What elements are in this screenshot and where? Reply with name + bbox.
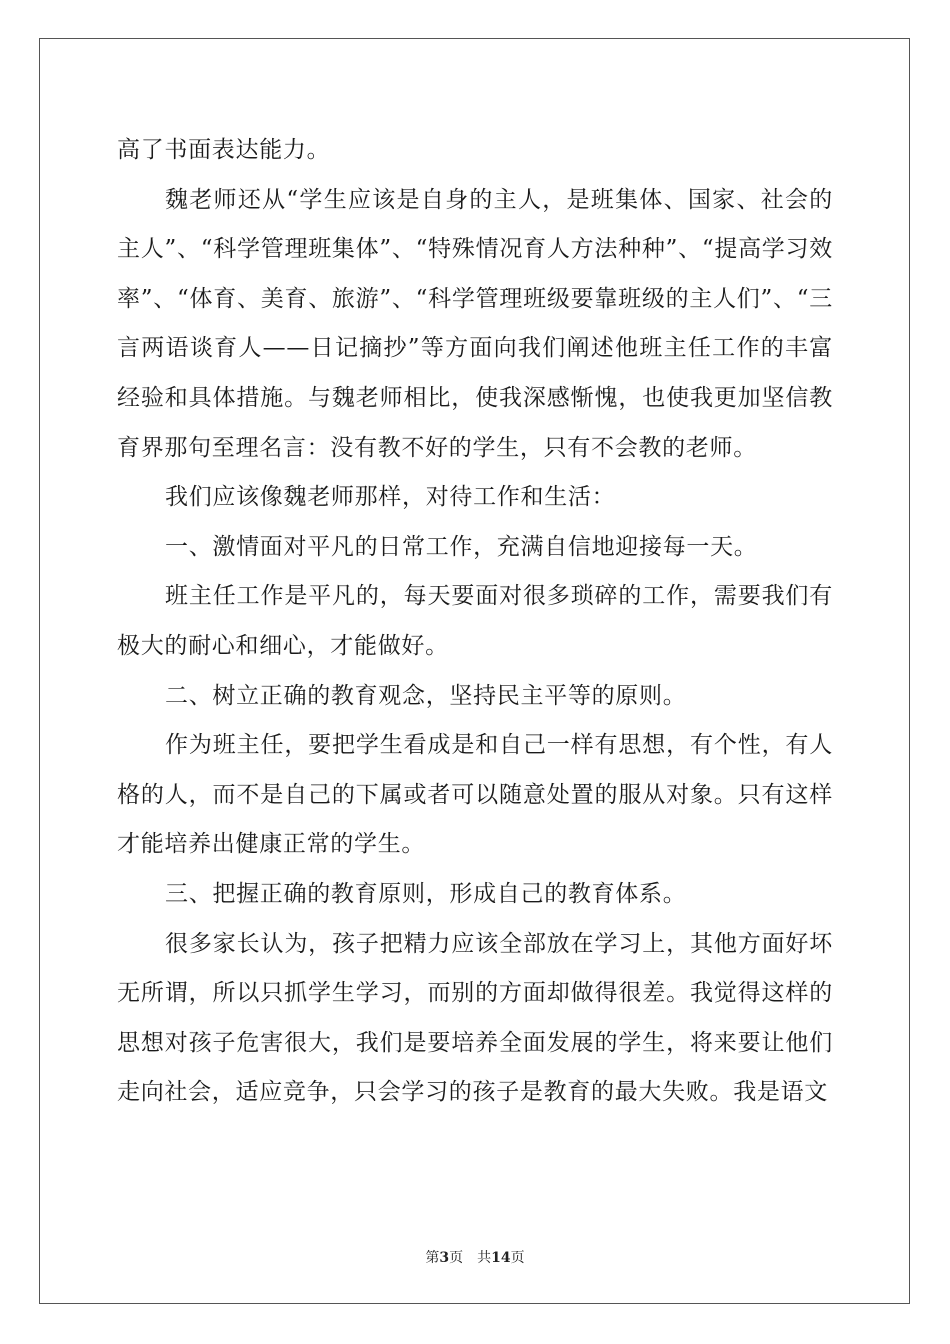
paragraph-4: 一、激情面对平凡的日常工作，充满自信地迎接每一天。 — [165, 533, 758, 560]
page-footer — [0, 1247, 950, 1267]
document-body — [117, 126, 833, 1118]
paragraph-5: 班主任工作是平凡的，每天要面对很多琐碎的工作，需要我们有极大的耐心和细心，才能做好。 — [117, 583, 833, 659]
paragraph-9: 很多家长认为，孩子把精力应该全部放在学习上，其他方面好坏无所谓，所以只抓学生学习，而别的方面却做得很差。我觉得这样的思想对孩子危害很大，我们是要培养全面发展的学生，将来要让他们走向社会，适应竞争，只会学习的孩子是教育的最大失败。我是语文 — [117, 930, 833, 1106]
paragraph-7: 作为班主任，要把学生看成是和自己一样有思想，有个性，有人格的人，而不是自己的下属或者可以随意处置的服从对象。只有这样才能培养出健康正常的学生。 — [117, 732, 833, 858]
paragraph-1: 高了书面表达能力。 — [117, 137, 331, 163]
paragraph-6: 二、树立正确的教育观念，坚持民主平等的原则。 — [165, 682, 687, 709]
paragraph-8: 三、把握正确的教育原则，形成自己的教育体系。 — [165, 880, 687, 907]
paragraph-3: 我们应该像魏老师那样，对待工作和生活： — [165, 484, 616, 511]
page-number: 第3页 — [425, 1250, 464, 1266]
page-total: 共14页 — [477, 1250, 525, 1266]
paragraph-2: 魏老师还从“学生应该是自身的主人，是班集体、国家、社会的主人”、“科学管理班集体”、“特殊情况育人方法种种”、“提高学习效率”、“体育、美育、旅游”、“科学管理班级要靠班级的主人们”、“三言两语谈育人——日记摘抄”等方面向我们阐述他班主任工作的丰富经验和具体措施。与魏老师相比，使我深感惭愧，也使我更加坚信教育界那句至理名言：没有教不好的学生，只有不会教的老师。 — [117, 186, 833, 461]
